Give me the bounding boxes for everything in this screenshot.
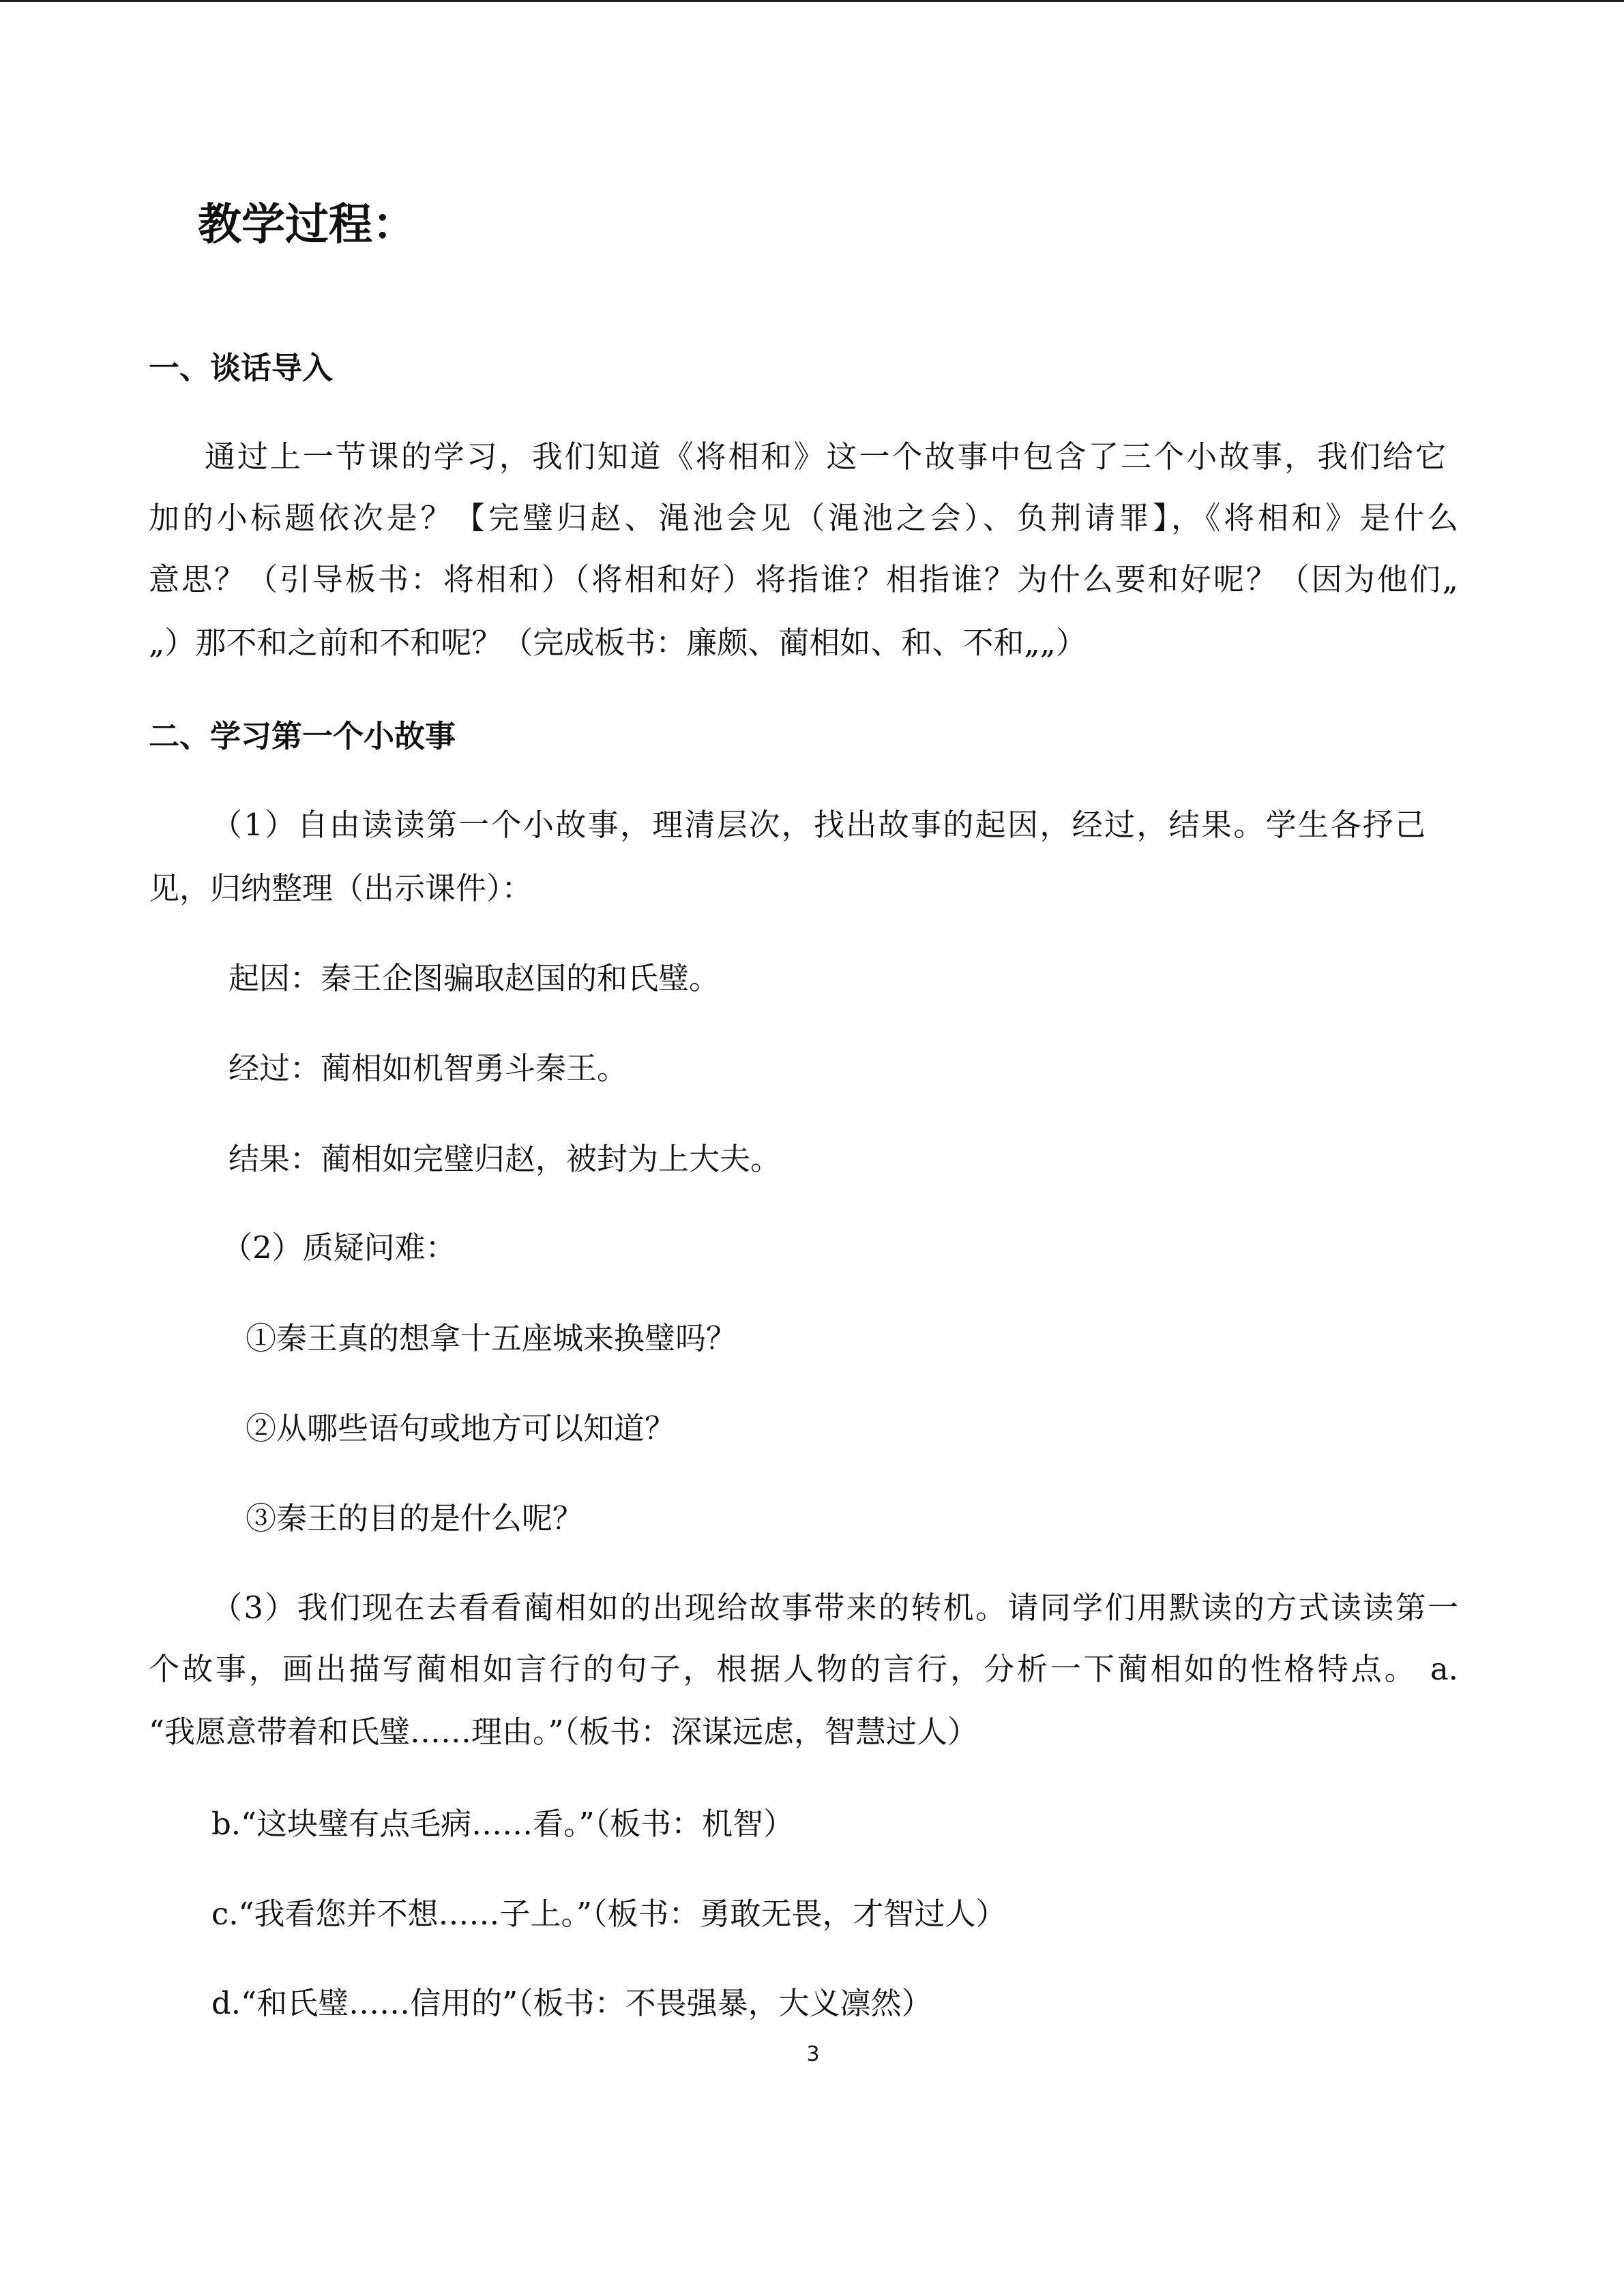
- quote-d: d.“和氏璧……信用的”（板书：不畏强暴，大义凛然）: [211, 1985, 932, 2021]
- section2-heading: 二、学习第一个小故事: [149, 718, 456, 754]
- page-title: 教学过程：: [198, 200, 416, 250]
- story-process: 经过：蔺相如机智勇斗秦王。: [228, 1050, 628, 1086]
- question-3: ③秦王的目的是什么呢？: [246, 1500, 584, 1536]
- question-1: ①秦王真的想拿十五座城来换璧吗？: [246, 1320, 737, 1356]
- section1-heading: 一、谈话导入: [149, 350, 334, 386]
- section1-para-line-3: 意思？（引导板书：将相和）（将相和好）将指谁？相指谁？为什么要和好呢？（因为他们„: [149, 561, 1458, 597]
- quote-c: c.“我看您并不想……子上。”（板书：勇敢无畏，才智过人）: [211, 1896, 1007, 1932]
- step3-line-1: （3）我们现在去看看蔺相如的出现给故事带来的转机。请同学们用默读的方式读读第一: [211, 1590, 1458, 1626]
- question-2: ②从哪些语句或地方可以知道？: [246, 1410, 676, 1446]
- step3-line-3: “我愿意带着和氏璧……理由。”（板书：深谋远虑，智慧过人）: [149, 1714, 979, 1750]
- story-cause: 起因：秦王企图骗取赵国的和氏璧。: [228, 960, 720, 996]
- step2-label: （2）质疑问难：: [222, 1229, 456, 1266]
- step1-line-2: 见，归纳整理（出示课件）：: [149, 870, 533, 906]
- section1-para-line-2: 加的小标题依次是？【完璧归赵、渑池会见（渑池之会）、负荆请罪】，《将相和》是什么: [149, 500, 1458, 536]
- page-number: 3: [806, 2042, 820, 2066]
- section1-para-line-1: 通过上一节课的学习，我们知道《将相和》这一个故事中包含了三个小故事，我们给它: [205, 438, 1446, 475]
- step3-line-2: 个故事，画出描写蔺相如言行的句子，根据人物的言行，分析一下蔺相如的性格特点。 a.: [149, 1651, 1458, 1687]
- step1-line-1: （1）自由读读第一个小故事，理清层次，找出故事的起因，经过，结果。学生各抒己: [211, 807, 1426, 843]
- quote-b: b.“这块璧有点毛病……看。”（板书：机智）: [211, 1806, 795, 1842]
- story-result: 结果：蔺相如完璧归赵，被封为上大夫。: [228, 1141, 782, 1177]
- section1-para-line-4: „）那不和之前和不和呢？（完成板书：廉颇、蔺相如、和、不和„„）: [149, 625, 1087, 661]
